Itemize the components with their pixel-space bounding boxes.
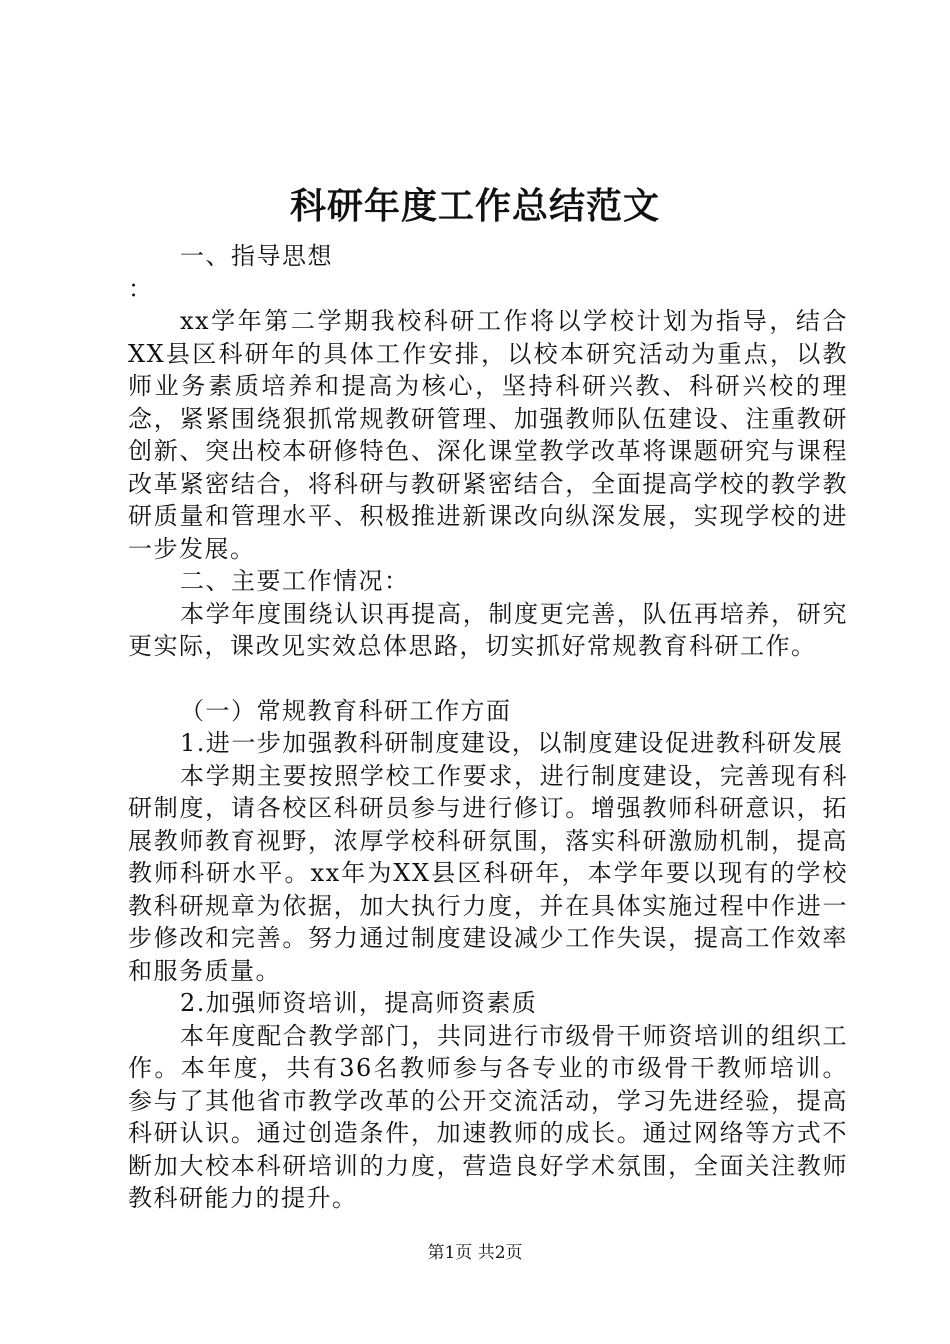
stray-colon: ： [128, 274, 154, 303]
blank-line [128, 663, 848, 695]
paragraph-teacher-training: 本年度配合教学部门，共同进行市级骨干师资培训的组织工作。本年度，共有36名教师参与各专业的市级骨干教师培训。参与了其他省市教学改革的公开交流活动，学习先进经验，提高科研认识。通过创造条件，加速教师的成长。通过网络等方式不断加大校本科研培训的力度，营造良好学术氛围，全面关注教师教科研能力的提升。 [128, 1021, 848, 1212]
item-heading-system-building: 1.进一步加强教科研制度建设，以制度建设促进教科研发展 [180, 729, 844, 757]
item-heading-teacher-training: 2.加强师资培训，提高师资素质 [180, 989, 538, 1017]
page-number: 第1页 共2页 [427, 1243, 523, 1263]
section-heading-guiding-thought: 一、指导思想 [180, 242, 333, 270]
document-body [128, 208, 848, 1215]
paragraph-guiding-thought: xx学年第二学期我校科研工作将以学校计划为指导，结合XX县区科研年的具体工作安排，以校本研究活动为重点，以教师业务素质培养和提高为核心，坚持科研兴教、科研兴校的理念，紧紧围绕狠抓常规教研管理、加强教师队伍建设、注重教研创新、突出校本研修特色、深化课堂教学改革将课题研究与课程改革紧密结合，将科研与教研紧密结合，全面提高学校的教学教研质量和管理水平、积极推进新课改向纵深发展，实现学校的进一步发展。 [128, 307, 848, 563]
subsection-heading-routine-research: （一）常规教育科研工作方面 [180, 696, 512, 725]
section-heading-main-work: 二、主要工作情况： [180, 567, 410, 595]
document-title: 科研年度工作总结范文 [289, 185, 660, 227]
paragraph-system-building: 本学期主要按照学校工作要求，进行制度建设，完善现有科研制度，请各校区科研员参与进行修订。增强教师科研意识，拓展教师教育视野，浓厚学校科研氛围，落实科研激励机制，提高教师科研水平。xx年为XX县区科研年，本学年要以现有的学校教科研规章为依据，加大执行力度，并在具体实施过程中作进一步修改和完善。努力通过制度建设减少工作失误，提高工作效率和服务质量。 [128, 761, 848, 985]
paragraph-main-work: 本学年度围绕认识再提高，制度更完善，队伍再培养，研究更实际，课改见实效总体思路，切实抓好常规教育科研工作。 [128, 599, 848, 660]
